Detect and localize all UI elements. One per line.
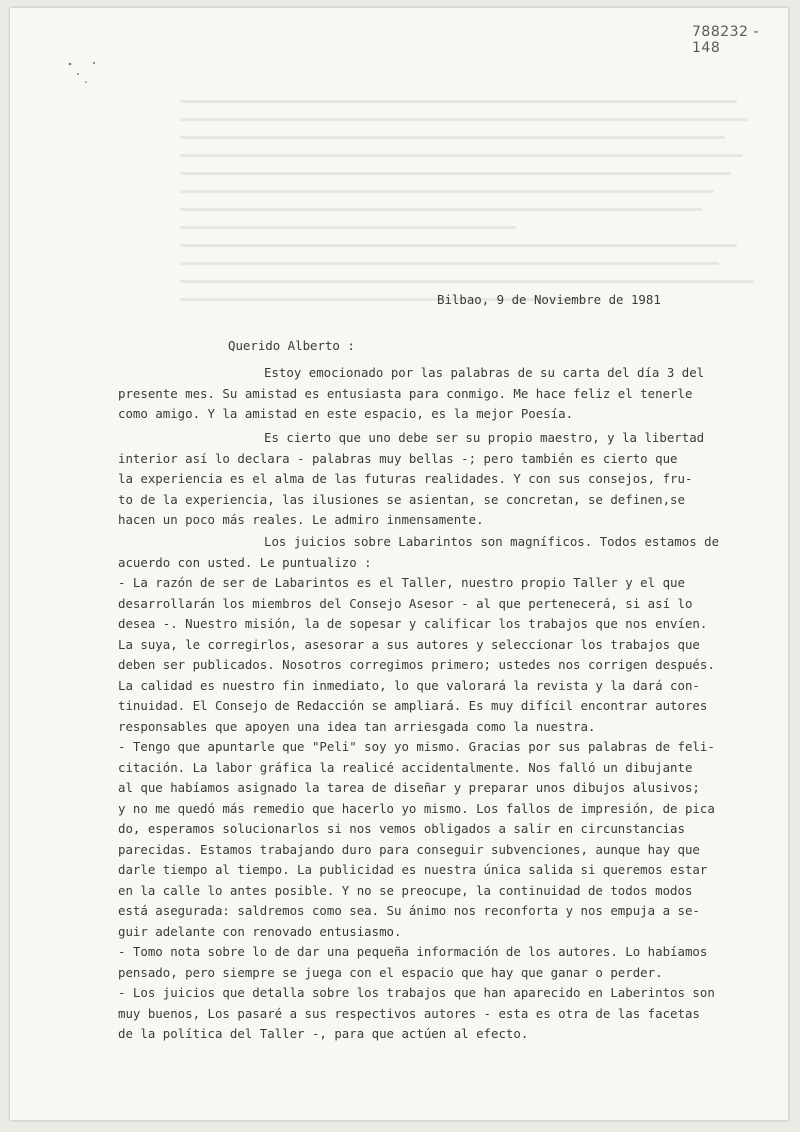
text-line: en la calle lo antes posible. Y no se preocupe, la continuidad de todos modos: [118, 882, 693, 898]
text-line: tinuidad. El Consejo de Redacción se ampliará. Es muy difícil encontrar autores: [118, 698, 708, 713]
letter-page: [10, 8, 788, 1120]
text-line: deben ser publicados. Nosotros corregimos primero; ustedes nos corrigen después.: [118, 657, 715, 672]
text-line: citación. La labor gráfica la realicé accidentalmente. Nos falló un dibujante: [118, 759, 693, 775]
text-line: Es cierto que uno debe ser su propio maestro, y la libertad: [264, 430, 705, 445]
text-line: - Tengo que apuntarle que "Peli" soy yo mismo. Gracias por sus palabras de feli-: [118, 739, 715, 754]
text-line: do, esperamos solucionarlos si nos vemos obligados a salir en circunstancias: [118, 821, 685, 836]
text-line: guir adelante con renovado entusiasmo.: [118, 923, 402, 939]
text-line: hacen un poco más reales. Le admiro inmensamente.: [118, 512, 484, 527]
text-line: desea -. Nuestro misión, la de sopesar y calificar los trabajos que nos envíen.: [118, 616, 708, 631]
archive-reference-number: 788232 - 148: [692, 24, 759, 56]
letter-date: Bilbao, 9 de Noviembre de 1981: [437, 292, 661, 307]
letter-salutation: Querido Alberto :: [228, 338, 355, 353]
text-line: La suya, le corregirlos, asesorar a sus autores y seleccionar los trabajos que: [118, 636, 700, 652]
text-line: La calidad es nuestro fin inmediato, lo que valorará la revista y la dará con-: [118, 677, 700, 693]
paragraph-3: [118, 532, 790, 1045]
text-line: Estoy emocionado por las palabras de su carta del día 3 del: [264, 365, 705, 380]
text-line: responsables que apoyen una idea tan arriesgada como la nuestra.: [118, 718, 596, 734]
paragraph-1: [118, 363, 790, 425]
text-line: como amigo. Y la amistad en este espacio, es la mejor Poesía.: [118, 406, 574, 421]
text-line: acuerdo con usted. Le puntualizo :: [118, 554, 372, 570]
text-line: está asegurada: saldremos como sea. Su ánimo nos reconforta y nos empuja a se-: [118, 903, 700, 918]
text-line: interior así lo declara - palabras muy bellas -; pero también es cierto que: [118, 450, 678, 466]
paragraph-2: [118, 428, 790, 531]
text-line: muy buenos, Los pasaré a sus respectivos autores - esta es otra de las facetas: [118, 1005, 700, 1021]
text-line: de la política del Taller -, para que actúen al efecto.: [118, 1026, 529, 1041]
text-line: al que habíamos asignado la tarea de diseñar y preparar unos dibujos alusivos;: [118, 780, 700, 795]
text-line: presente mes. Su amistad es entusiasta para conmigo. Me hace feliz el tenerle: [118, 385, 693, 401]
text-line: desarrollarán los miembros del Consejo Asesor - al que pertenecerá, si así lo: [118, 595, 693, 611]
text-line: la experiencia es el alma de las futuras realidades. Y con sus consejos, fru-: [118, 471, 693, 486]
text-line: to de la experiencia, las ilusiones se asientan, se concretan, se definen,se: [118, 491, 685, 507]
show-through-text: [180, 100, 760, 360]
text-line: darle tiempo al tiempo. La publicidad es nuestra única salida si queremos estar: [118, 862, 708, 877]
text-line: - La razón de ser de Labarintos es el Taller, nuestro propio Taller y el que: [118, 575, 685, 590]
text-line: y no me quedó más remedio que hacerlo yo mismo. Los fallos de impresión, de pica: [118, 800, 715, 816]
ink-specks: [66, 60, 106, 90]
text-line: pensado, pero siempre se juega con el espacio que hay que ganar o perder.: [118, 964, 663, 980]
text-line: Los juicios sobre Labarintos son magníficos. Todos estamos de: [264, 534, 720, 549]
text-line: - Los juicios que detalla sobre los trabajos que han aparecido en Laberintos son: [118, 985, 715, 1000]
text-line: parecidas. Estamos trabajando duro para conseguir subvenciones, aunque hay que: [118, 841, 700, 857]
text-line: - Tomo nota sobre lo de dar una pequeña información de los autores. Lo habíamos: [118, 944, 708, 959]
